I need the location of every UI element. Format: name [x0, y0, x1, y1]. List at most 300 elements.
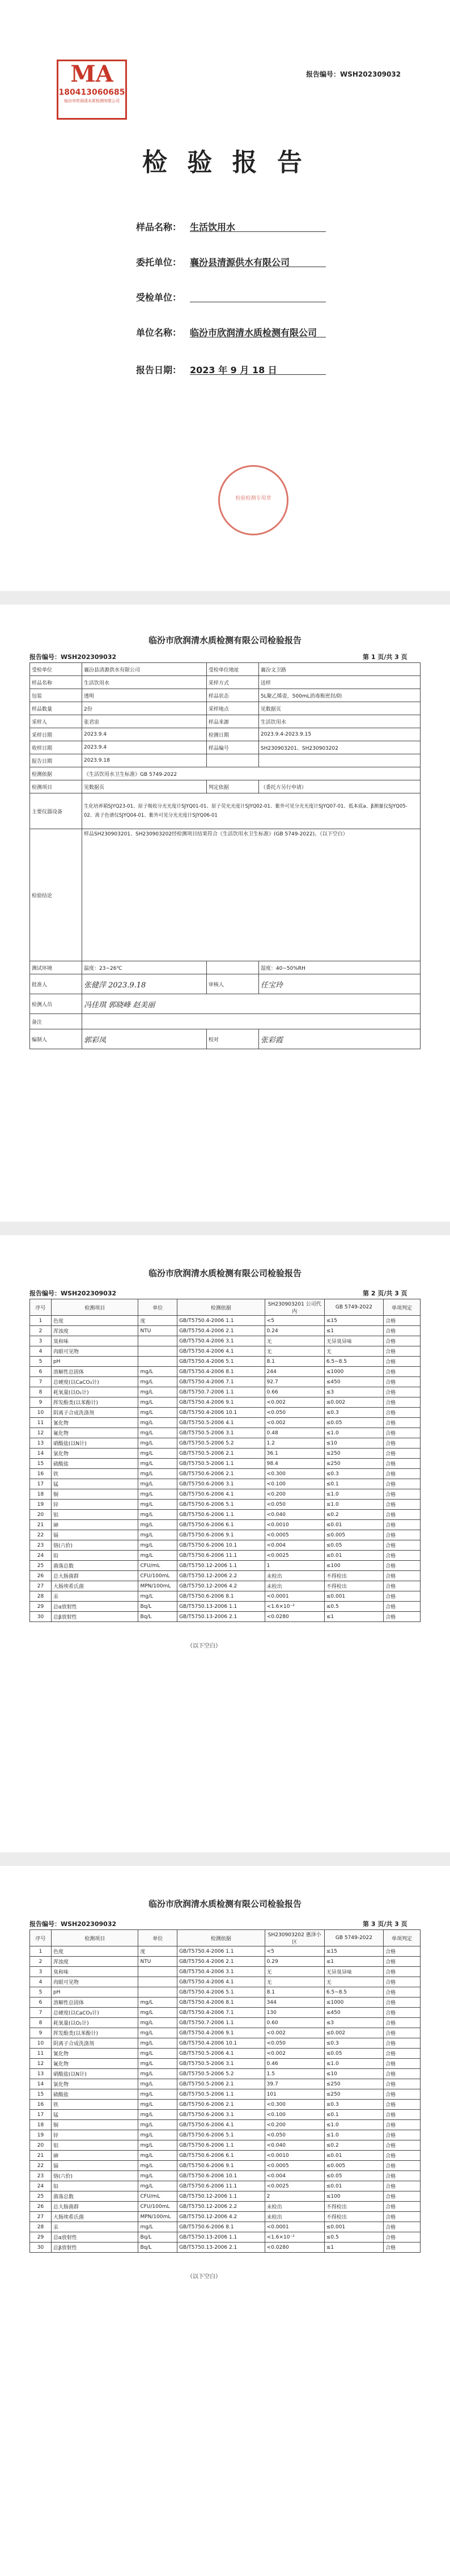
- table-row: [30, 2120, 421, 2130]
- table-cell: ≤1.0: [324, 1489, 383, 1500]
- table-cell: ≤1000: [324, 1998, 383, 2008]
- table-cell: <0.0005: [265, 1530, 324, 1540]
- table-row: [30, 1408, 421, 1418]
- table-cell: 臭和味: [51, 1967, 138, 1977]
- table-cell: GB/T5750.4-2006 10.1: [177, 2038, 265, 2049]
- table-cell: 挥发酚类(以苯酚计): [51, 1397, 138, 1408]
- table-row: [30, 1591, 421, 1602]
- table-cell: 14: [30, 1449, 52, 1459]
- table-cell: ≤0.01: [324, 2181, 383, 2191]
- table-cell: 22: [30, 1530, 52, 1540]
- table-cell: ≤0.01: [324, 1551, 383, 1561]
- table-cell: 镉: [51, 2161, 138, 2171]
- table-row: [30, 2069, 421, 2079]
- table-cell: GB/T5750.6-2006 5.1: [177, 2130, 265, 2140]
- table-cell: ≤0.2: [324, 1510, 383, 1520]
- table-cell: mg/L: [138, 2120, 177, 2130]
- table-cell: 7: [30, 2008, 52, 2018]
- table-cell: 344: [265, 1998, 324, 2008]
- column-header: 单项判定: [384, 1930, 421, 1946]
- table-cell: ≤1000: [324, 1367, 383, 1377]
- table-cell: GB/T5750.7-2006 1.1: [177, 2018, 265, 2028]
- table-cell: 合格: [384, 2069, 421, 2079]
- company-header: 临汾市欣润清水质检测有限公司检验报告: [148, 635, 302, 645]
- table-cell: 36.1: [265, 1449, 324, 1459]
- table-cell: 13: [30, 2069, 52, 2079]
- table-cell: 合格: [384, 1612, 421, 1622]
- reviewer-label: 审核人: [206, 974, 258, 994]
- table-cell: 合格: [384, 1418, 421, 1428]
- table-cell: 色度: [51, 1946, 138, 1957]
- table-cell: Bq/L: [138, 1602, 177, 1612]
- table-cell: 采样日期: [30, 728, 82, 741]
- table-cell: 硫酸盐: [51, 2089, 138, 2100]
- table-header-row: [30, 1930, 421, 1946]
- table-cell: ≤0.005: [324, 1530, 383, 1540]
- table-cell: ≤250: [324, 2089, 383, 2100]
- editor-signature: 郭彩凤: [82, 1029, 207, 1049]
- table-cell: 合格: [384, 1946, 421, 1957]
- table-row: [30, 1602, 421, 1612]
- results-table: [29, 1299, 421, 1622]
- table-cell: 菌落总数: [51, 1561, 138, 1571]
- results-table: [29, 1929, 421, 2253]
- table-cell: 合格: [384, 2202, 421, 2212]
- table-cell: 不得检出: [324, 1581, 383, 1591]
- table-row: [30, 2161, 421, 2171]
- table-cell: 合格: [384, 1449, 421, 1459]
- table-cell: ≤250: [324, 1449, 383, 1459]
- table-cell: GB/T5750.4-2006 8.1: [177, 1998, 265, 2008]
- table-cell: 氟化物: [51, 2059, 138, 2069]
- table-cell: 氰化物: [51, 2049, 138, 2059]
- table-cell: 21: [30, 1520, 52, 1530]
- table-cell: 总硬度(以CaCO₃计): [51, 2008, 138, 2018]
- table-row: [30, 1581, 421, 1591]
- table-cell: ≤10: [324, 2069, 383, 2079]
- table-cell: ≤0.01: [324, 1520, 383, 1530]
- table-cell: 11: [30, 1418, 52, 1428]
- table-cell: 25: [30, 2191, 52, 2202]
- table-cell: GB/T5750.4-2006 1.1: [177, 1316, 265, 1326]
- table-cell: 砷: [51, 2151, 138, 2161]
- table-row: [30, 2110, 421, 2120]
- table-cell: 镉: [51, 1530, 138, 1540]
- table-cell: 无: [265, 1977, 324, 1987]
- table-cell: 硫酸盐: [51, 1459, 138, 1469]
- table-cell: [206, 754, 258, 767]
- table-row: [30, 2028, 421, 2038]
- table-cell: 合格: [384, 1387, 421, 1397]
- table-cell: 13: [30, 1438, 52, 1449]
- table-row: [30, 1326, 421, 1336]
- table-cell: Bq/L: [138, 2243, 177, 2253]
- column-header: 序号: [30, 1930, 52, 1946]
- table-row: [30, 2202, 421, 2212]
- report-number: 报告编号：WSH202309032: [29, 1920, 117, 1928]
- cover-field-value: 临汾市欣润清水质检测有限公司: [190, 326, 326, 337]
- table-cell: 未检出: [265, 2212, 324, 2222]
- table-cell: ≤1: [324, 1957, 383, 1967]
- approver-label: 批准人: [30, 974, 82, 994]
- table-cell: ≤0.002: [324, 2028, 383, 2038]
- table-cell: 19: [30, 2130, 52, 2140]
- table-cell: <0.0010: [265, 2151, 324, 2161]
- table-cell: 铝: [51, 2140, 138, 2151]
- table-cell: 合格: [384, 1357, 421, 1367]
- table-cell: 见数据页: [258, 702, 420, 715]
- table-cell: GB/T5750.5-2006 5.2: [177, 1438, 265, 1449]
- table-cell: mg/L: [138, 1459, 177, 1469]
- table-cell: 色度: [51, 1316, 138, 1326]
- table-cell: 29: [30, 2232, 52, 2243]
- table-cell: GB/T5750.4-2006 7.1: [177, 2008, 265, 2018]
- table-row: [30, 2171, 421, 2181]
- table-cell: <1.6×10⁻²: [265, 2232, 324, 2243]
- table-cell: ≤1.0: [324, 2130, 383, 2140]
- table-cell: 9: [30, 1397, 52, 1408]
- instrument-label: 主要仪器设备: [30, 793, 82, 829]
- inspection-seal: [218, 465, 288, 535]
- table-cell: 无: [265, 1336, 324, 1346]
- editor-label: 编制人: [30, 1029, 82, 1049]
- table-cell: 肉眼可见物: [51, 1977, 138, 1987]
- table-cell: 合格: [384, 2191, 421, 2202]
- table-cell: 合格: [384, 2110, 421, 2120]
- table-cell: 铜: [51, 2120, 138, 2130]
- table-cell: 合格: [384, 2089, 421, 2100]
- cover-field-value: 襄汾县清源供水有限公司: [190, 255, 326, 267]
- table-cell: GB/T5750.4-2006 10.1: [177, 1408, 265, 1418]
- table-cell: 合格: [384, 2008, 421, 2018]
- table-cell: 4: [30, 1977, 52, 1987]
- table-cell: mg/L: [138, 2110, 177, 2120]
- table-cell: GB/T5750.6-2006 8.1: [177, 2222, 265, 2232]
- table-row: [30, 1540, 421, 1551]
- table-row: [30, 2232, 421, 2243]
- table-cell: 溶解性总固体: [51, 1367, 138, 1377]
- table-cell: ≤15: [324, 1316, 383, 1326]
- cma-mark: [57, 60, 127, 120]
- table-cell: GB/T5750.6-2006 6.1: [177, 2151, 265, 2161]
- table-row: [30, 1551, 421, 1561]
- table-cell: 130: [265, 2008, 324, 2018]
- company-header: 临汾市欣润清水质检测有限公司检验报告: [148, 1268, 302, 1278]
- table-cell: 6.5~8.5: [324, 1987, 383, 1998]
- table-cell: <5: [265, 1946, 324, 1957]
- basis-value: 《生活饮用水卫生标准》GB 5749-2022: [82, 767, 421, 780]
- table-cell: 2023.9.4: [82, 728, 207, 741]
- table-cell: 铅: [51, 2181, 138, 2191]
- table-cell: 2023.9.18: [82, 754, 207, 767]
- report-title: 检 验 报 告: [142, 148, 308, 177]
- table-cell: ≤100: [324, 1561, 383, 1571]
- table-cell: 送样: [258, 676, 420, 689]
- table-cell: MPN/100mL: [138, 1581, 177, 1591]
- table-cell: 无异臭异味: [324, 1336, 383, 1346]
- table-cell: 砷: [51, 1520, 138, 1530]
- table-cell: mg/L: [138, 1479, 177, 1489]
- table-cell: 合格: [384, 1316, 421, 1326]
- table-cell: ≤450: [324, 1377, 383, 1387]
- column-header: 检测依据: [177, 1299, 265, 1316]
- table-cell: 合格: [384, 1957, 421, 1967]
- table-cell: ≤0.2: [324, 2140, 383, 2151]
- table-cell: 大肠埃希氏菌: [51, 2212, 138, 2222]
- table-row: [30, 741, 421, 754]
- table-cell: ≤0.3: [324, 1469, 383, 1479]
- table-cell: 合格: [384, 1591, 421, 1602]
- table-cell: GB/T5750.4-2006 8.1: [177, 1367, 265, 1377]
- table-cell: 总大肠菌群: [51, 2202, 138, 2212]
- table-cell: mg/L: [138, 2028, 177, 2038]
- table-cell: <0.0005: [265, 2161, 324, 2171]
- table-cell: mg/L: [138, 1438, 177, 1449]
- table-cell: 阴离子合成洗涤剂: [51, 2038, 138, 2049]
- table-row: [30, 1967, 421, 1977]
- table-cell: GB/T5750.5-2006 2.1: [177, 2079, 265, 2089]
- table-cell: GB/T5750.4-2006 5.1: [177, 1987, 265, 1998]
- table-cell: <0.002: [265, 1418, 324, 1428]
- table-cell: 挥发酚类(以苯酚计): [51, 2028, 138, 2038]
- column-header: 单位: [138, 1930, 177, 1946]
- remark-value: [82, 1014, 421, 1029]
- table-cell: mg/L: [138, 2089, 177, 2100]
- table-row: [30, 1418, 421, 1428]
- table-row: [30, 1510, 421, 1520]
- table-cell: mg/L: [138, 2181, 177, 2191]
- table-cell: GB/T5750.5-2006 3.1: [177, 1428, 265, 1438]
- table-cell: 合格: [384, 2079, 421, 2089]
- humidity: 湿度：40~50%RH: [258, 961, 420, 974]
- table-row: [30, 1571, 421, 1581]
- table-cell: 28: [30, 1591, 52, 1602]
- column-header: 序号: [30, 1299, 52, 1316]
- cma-note: 临汾市欣润清水质检测有限公司: [64, 99, 120, 103]
- checker-label: 校对: [206, 1029, 258, 1049]
- blank-note: （以下空白）: [187, 2274, 221, 2280]
- table-cell: ≤250: [324, 1459, 383, 1469]
- judge-value: （委托方另行申请）: [258, 780, 420, 793]
- table-cell: mg/L: [138, 2100, 177, 2110]
- cma-number: 180413060685: [58, 88, 125, 97]
- table-cell: 铜: [51, 1489, 138, 1500]
- table-cell: 样品名称: [30, 676, 82, 689]
- table-cell: ≤0.3: [324, 2038, 383, 2049]
- table-cell: 92.7: [265, 1377, 324, 1387]
- table-row: [30, 2100, 421, 2110]
- reviewer-signature: 任宝玲: [258, 974, 420, 994]
- table-cell: 铅: [51, 1551, 138, 1561]
- table-cell: 合格: [384, 2018, 421, 2028]
- table-cell: ≤100: [324, 2191, 383, 2202]
- table-cell: CFU/mL: [138, 2191, 177, 2202]
- table-cell: 合格: [384, 1540, 421, 1551]
- table-cell: <0.300: [265, 1469, 324, 1479]
- table-cell: SH230903201、SH230903202: [258, 741, 420, 754]
- table-cell: 合格: [384, 2140, 421, 2151]
- table-cell: GB/T5750.5-2006 3.1: [177, 2059, 265, 2069]
- table-cell: GB/T5750.6-2006 10.1: [177, 2171, 265, 2181]
- table-cell: GB/T5750.6-2006 9.1: [177, 2161, 265, 2171]
- table-cell: 受检单位: [30, 663, 82, 676]
- table-cell: mg/L: [138, 2151, 177, 2161]
- table-row: [30, 2079, 421, 2089]
- table-cell: 铝: [51, 1510, 138, 1520]
- table-cell: 30: [30, 1612, 52, 1622]
- table-row: [30, 2018, 421, 2028]
- table-cell: GB/T5750.4-2006 7.1: [177, 1377, 265, 1387]
- table-cell: 度: [138, 1316, 177, 1326]
- approver-signature: 张健萍 2023.9.18: [82, 974, 207, 994]
- table-cell: 汞: [51, 2222, 138, 2232]
- table-row: [30, 754, 421, 767]
- table-cell: 阴离子合成洗涤剂: [51, 1408, 138, 1418]
- table-cell: 合格: [384, 1571, 421, 1581]
- table-row: [30, 1479, 421, 1489]
- table-cell: mg/L: [138, 2018, 177, 2028]
- table-row: [30, 1987, 421, 1998]
- table-cell: 无异臭异味: [324, 1967, 383, 1977]
- table-cell: 11: [30, 2049, 52, 2059]
- table-cell: ≤0.002: [324, 1397, 383, 1408]
- table-cell: 无: [324, 1977, 383, 1987]
- table-cell: 26: [30, 2202, 52, 2212]
- cover-field-label: 受检单位：: [136, 292, 182, 303]
- table-row: [30, 1449, 421, 1459]
- table-cell: 合格: [384, 2130, 421, 2140]
- table-cell: mg/L: [138, 1540, 177, 1551]
- table-cell: mg/L: [138, 1449, 177, 1459]
- table-cell: mg/L: [138, 1591, 177, 1602]
- conclusion-value: 样品SH230903201、SH230903202经检测项目结果符合《生活饮用水卫生标准》(GB 5749-2022)。（以下空白）: [82, 829, 421, 961]
- table-cell: 合格: [384, 1987, 421, 1998]
- table-cell: GB/T5750.6-2006 3.1: [177, 1479, 265, 1489]
- table-row: [30, 1397, 421, 1408]
- table-row: [30, 1438, 421, 1449]
- items-value: 见数据页: [82, 780, 207, 793]
- table-cell: 15: [30, 2089, 52, 2100]
- table-cell: 锌: [51, 1500, 138, 1510]
- column-header: SH230903201 公司代内: [265, 1299, 324, 1316]
- table-cell: 4: [30, 1346, 52, 1357]
- table-cell: 耗氧量(以O₂计): [51, 2018, 138, 2028]
- table-cell: 无: [265, 1967, 324, 1977]
- table-cell: 24: [30, 2181, 52, 2191]
- table-cell: 铁: [51, 1469, 138, 1479]
- table-cell: 244: [265, 1367, 324, 1377]
- table-cell: ≤0.05: [324, 1540, 383, 1551]
- cover-field-value: 2023 年 9 月 18 日: [190, 363, 326, 375]
- column-header: 单项判定: [384, 1299, 421, 1316]
- table-cell: 15: [30, 1459, 52, 1469]
- table-cell: 无: [265, 1346, 324, 1357]
- table-cell: mg/L: [138, 2038, 177, 2049]
- table-cell: GB/T5750.13-2006 1.1: [177, 1602, 265, 1612]
- table-row: [30, 2089, 421, 2100]
- table-cell: mg/L: [138, 2008, 177, 2018]
- report-number: 报告编号：WSH202309032: [29, 1290, 117, 1297]
- cover-field-value: [190, 290, 326, 302]
- table-row: [30, 1469, 421, 1479]
- table-cell: 10: [30, 2038, 52, 2049]
- table-cell: GB/T5750.4-2006 2.1: [177, 1957, 265, 1967]
- table-cell: 12: [30, 2059, 52, 2069]
- table-cell: mg/L: [138, 1367, 177, 1377]
- table-cell: 检测日期: [206, 728, 258, 741]
- table-cell: GB/T5750.5-2006 4.1: [177, 2049, 265, 2059]
- table-cell: ≤3: [324, 1387, 383, 1397]
- table-cell: 透明: [82, 689, 207, 702]
- table-row: [30, 1957, 421, 1967]
- column-header: SH230903202 惠泽小区: [265, 1930, 324, 1946]
- remark-label: 备注: [30, 1014, 82, 1029]
- table-cell: 生活饮用水: [82, 676, 207, 689]
- table-cell: GB/T5750.6-2006 11.1: [177, 1551, 265, 1561]
- table-cell: GB/T5750.4-2006 4.1: [177, 1346, 265, 1357]
- table-cell: 0.48: [265, 1428, 324, 1438]
- table-cell: 未检出: [265, 1581, 324, 1591]
- table-cell: 氟化物: [51, 1428, 138, 1438]
- table-cell: ≤0.5: [324, 2232, 383, 2243]
- table-cell: 总硬度(以CaCO₃计): [51, 1377, 138, 1387]
- table-row: [30, 2059, 421, 2069]
- table-cell: 合格: [384, 1561, 421, 1571]
- table-cell: ≤0.05: [324, 1418, 383, 1428]
- table-cell: <0.002: [265, 2049, 324, 2059]
- table-cell: ≤0.3: [324, 2100, 383, 2110]
- table-cell: 氯化物: [51, 2079, 138, 2089]
- table-cell: GB/T5750.4-2006 9.1: [177, 2028, 265, 2038]
- table-cell: 7: [30, 1377, 52, 1387]
- table-cell: CFU/100mL: [138, 2202, 177, 2212]
- table-cell: 合格: [384, 1530, 421, 1540]
- table-cell: 铬(六价): [51, 2171, 138, 2181]
- table-cell: 合格: [384, 2049, 421, 2059]
- table-row: [30, 1367, 421, 1377]
- table-cell: [138, 1977, 177, 1987]
- table-cell: GB/T5750.6-2006 1.1: [177, 1510, 265, 1520]
- table-cell: 27: [30, 2212, 52, 2222]
- table-cell: 不得检出: [324, 1571, 383, 1581]
- table-cell: mg/L: [138, 1397, 177, 1408]
- table-cell: 合格: [384, 1489, 421, 1500]
- table-cell: [138, 1967, 177, 1977]
- table-cell: 不得检出: [324, 2212, 383, 2222]
- table-row: [30, 1530, 421, 1540]
- page-indicator: 第 3 页/共 3 页: [363, 1920, 407, 1928]
- table-cell: 18: [30, 1489, 52, 1500]
- table-cell: 21: [30, 2151, 52, 2161]
- table-cell: 生活饮用水: [258, 715, 420, 728]
- table-cell: GB/T5750.4-2006 3.1: [177, 1967, 265, 1977]
- table-cell: mg/L: [138, 1500, 177, 1510]
- table-cell: mg/L: [138, 1510, 177, 1520]
- table-cell: 合格: [384, 2120, 421, 2130]
- table-cell: GB/T5750.12-2006 2.2: [177, 1571, 265, 1581]
- table-cell: ≤1.0: [324, 2120, 383, 2130]
- basis-label: 检测依据: [30, 767, 82, 780]
- table-cell: 襄汾文卫路: [258, 663, 420, 676]
- table-cell: mg/L: [138, 1387, 177, 1397]
- table-cell: 22: [30, 2161, 52, 2171]
- table-cell: 锰: [51, 1479, 138, 1489]
- table-row: [30, 689, 421, 702]
- table-cell: 不得检出: [324, 2202, 383, 2212]
- page-indicator: 第 1 页/共 3 页: [363, 653, 407, 661]
- table-cell: 度: [138, 1946, 177, 1957]
- table-row: [30, 1977, 421, 1987]
